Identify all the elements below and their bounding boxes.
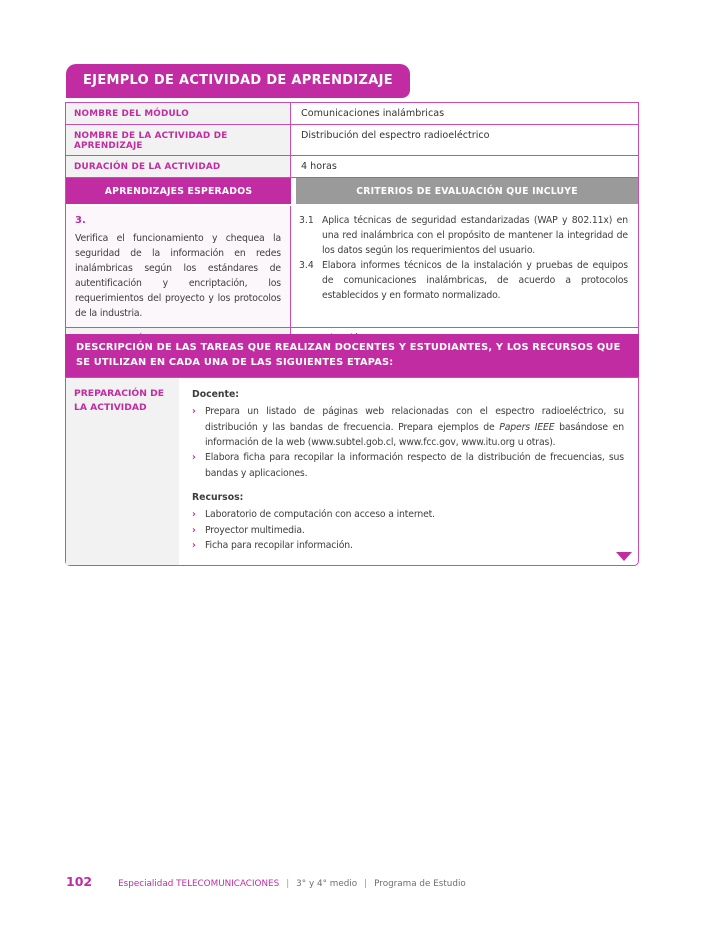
activity-example-title-badge <box>66 64 410 98</box>
page-footer <box>66 874 466 889</box>
list-item <box>192 450 624 481</box>
list-item-text: Proyector multimedia. <box>205 524 305 536</box>
footer-specialty: Especialidad TELECOMUNICACIONES <box>118 879 280 889</box>
list-item-text-part: Elabora ficha para recopilar la información respecto de la distribución de frecuencias, sus bandas y aplicaciones. <box>205 452 624 479</box>
expected-learning-cell <box>66 206 291 327</box>
duration-label: DURACIÓN DE LA ACTIVIDAD <box>66 156 291 177</box>
tasks-description-banner: DESCRIPCIÓN DE LAS TAREAS QUE REALIZAN DOCENTES Y ESTUDIANTES, Y LOS RECURSOS QUE SE UTILIZAN EN CADA UNA DE LAS SIGUIENTES ETAPAS: <box>65 334 639 377</box>
list-item-text: Ficha para recopilar información. <box>205 539 353 551</box>
bullet-arrow-icon: › <box>192 539 196 551</box>
criterion-item <box>299 258 628 303</box>
module-name-value: Comunicaciones inalámbricas <box>301 108 445 119</box>
list-item-text <box>205 450 624 481</box>
table-header-row <box>66 178 638 206</box>
preparation-content <box>179 378 638 565</box>
page-title: EJEMPLO DE ACTIVIDAD DE APRENDIZAJE <box>83 73 393 88</box>
bullet-arrow-icon: › <box>192 452 196 464</box>
duration-value: 4 horas <box>301 161 337 172</box>
continuation-triangle-icon <box>616 552 632 561</box>
bullet-arrow-icon: › <box>192 406 196 418</box>
preparation-stage-label: PREPARACIÓN DE LA ACTIVIDAD <box>66 378 179 565</box>
criterion-text: Aplica técnicas de seguridad estandarizadas (WAP y 802.11x) en una red inalámbrica con el propósito de mantener la integridad de los datos según los requerimientos del usuario. <box>322 215 628 257</box>
list-item-text: Laboratorio de computación con acceso a internet. <box>205 509 435 521</box>
evaluation-criteria-cell <box>291 206 638 327</box>
list-item-text-part: basándose en información de la web (www.subtel.gob.cl, www.fcc.gov, www.itu.org u otras). <box>205 421 624 448</box>
expected-learnings-header: APRENDIZAJES ESPERADOS <box>66 178 291 204</box>
docente-heading: Docente: <box>192 389 240 400</box>
table-row-duration <box>66 156 638 178</box>
recursos-heading: Recursos: <box>192 491 244 503</box>
module-name-label: NOMBRE DEL MÓDULO <box>66 103 291 124</box>
footer-separator: | <box>364 879 368 889</box>
list-item-italic-part: Papers IEEE <box>499 421 555 433</box>
list-item-text-part: Prepara un listado de páginas web relacionadas con el espectro radioeléctrico, su distribución y las bandas de frecuencia. Prepara ejemplos de <box>205 406 624 433</box>
activity-name-label: NOMBRE DE LA ACTIVIDAD DE APRENDIZAJE <box>66 125 291 155</box>
learning-text: Verifica el funcionamiento y chequea la seguridad de la información en redes inalámbricas según los estándares de autentificación y encriptación, los requerimientos del proyecto y los protocolos de la industria. <box>75 233 281 320</box>
activity-name-value: Distribución del espectro radioeléctrico <box>301 130 490 141</box>
bullet-arrow-icon: › <box>192 509 196 521</box>
criterion-number: 3.4 <box>299 260 314 272</box>
bullet-arrow-icon: › <box>192 524 196 536</box>
preparation-section <box>65 377 639 566</box>
learning-number: 3. <box>75 215 86 226</box>
list-item <box>192 404 624 450</box>
activity-info-table <box>65 102 639 351</box>
page-number: 102 <box>66 874 93 889</box>
criterion-item <box>299 213 628 258</box>
list-item <box>192 538 624 553</box>
footer-program: Programa de Estudio <box>374 879 466 889</box>
footer-separator: | <box>286 879 290 889</box>
learning-criteria-row <box>66 206 638 328</box>
list-item <box>192 523 624 538</box>
evaluation-criteria-header: CRITERIOS DE EVALUACIÓN QUE INCLUYE <box>296 178 638 204</box>
criterion-number: 3.1 <box>299 215 314 226</box>
criterion-text: Elabora informes técnicos de la instalación y pruebas de equipos de comunicaciones inalámbricas, de acuerdo a protocolos establecidos y en formato normalizado. <box>322 260 628 302</box>
footer-grade: 3° y 4° medio <box>296 879 358 889</box>
table-row-module-name <box>66 103 638 125</box>
table-row-activity-name <box>66 125 638 156</box>
list-item <box>192 507 624 522</box>
list-item-text <box>205 404 624 450</box>
